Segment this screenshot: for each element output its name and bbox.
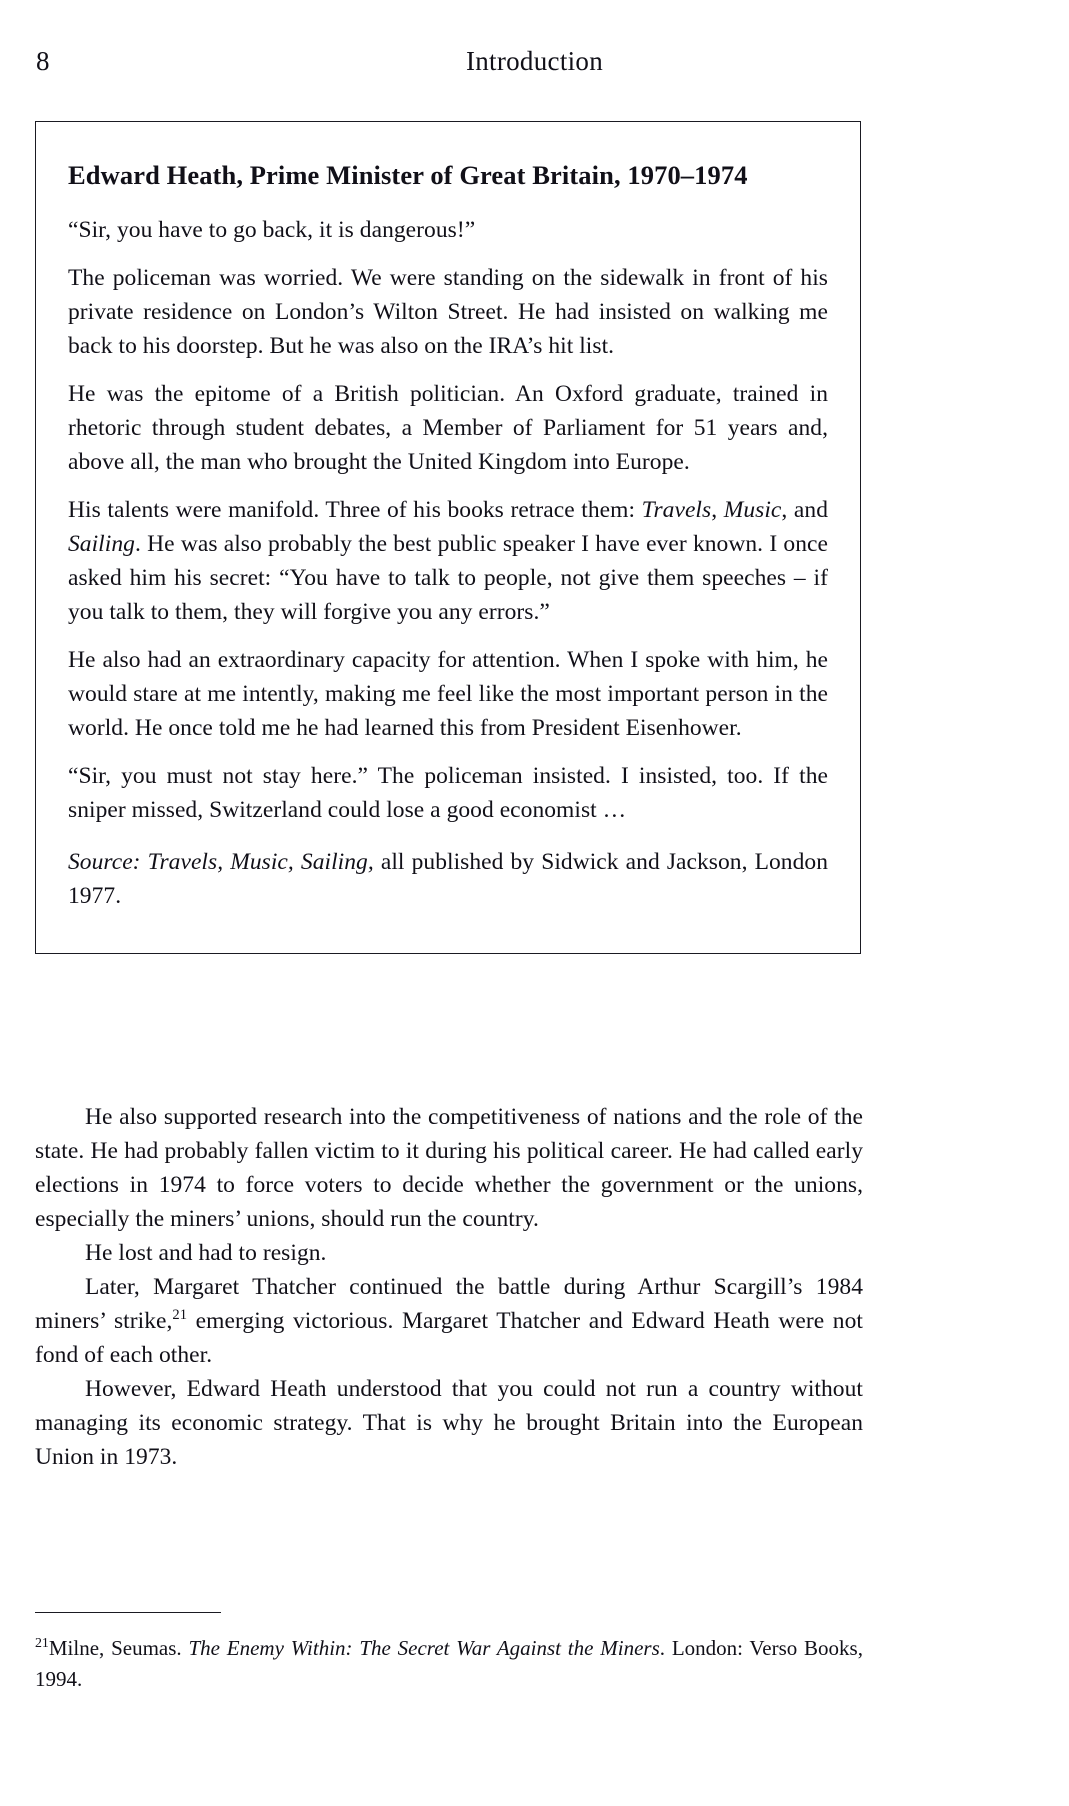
body-paragraph-3-tail: emerging victorious. Margaret Thatcher and Edward Heath were not fond of each other. xyxy=(35,1308,863,1368)
feature-box-paragraph-5: “Sir, you must not stay here.” The policeman insisted. I insisted, too. If the sniper missed, Switzerland could lose a good economist … xyxy=(68,763,828,823)
source-titles: Travels, Music, Sailing, xyxy=(147,849,374,875)
source-label: Source: xyxy=(68,849,148,875)
main-body-text xyxy=(35,1100,863,1474)
book-title-sailing: Sailing xyxy=(68,531,135,557)
footnote-author: Milne, Seumas. xyxy=(48,1636,189,1660)
books-sep-1: , xyxy=(711,497,724,523)
feature-box-paragraph-books xyxy=(68,493,828,629)
page-number: 8 xyxy=(36,46,50,76)
feature-box-paragraph-3: He was the epitome of a British politician. An Oxford graduate, trained in rhetoric through student debates, a Member of Parliament for 51 years and, above all, the man who brought the United Kingdom into Europe. xyxy=(68,381,828,475)
books-text-lead: His talents were manifold. Three of his books retrace them: xyxy=(68,497,642,523)
body-paragraph-3 xyxy=(35,1270,863,1372)
footnote-reference-21[interactable]: 21 xyxy=(172,1307,188,1324)
body-paragraph-1: He also supported research into the competitiveness of nations and the role of the state. He had probably fallen victim to it during his political career. He had called early elections in 1974 to force voters to decide whether the government or the unions, especially the miners’ unions, should run the country. xyxy=(35,1104,863,1232)
feature-box-paragraph-1: “Sir, you have to go back, it is dangerous!” xyxy=(68,217,476,243)
footnote-separator-rule xyxy=(35,1612,221,1613)
footnote-publisher: . London: Verso Books, 1994. xyxy=(35,1636,863,1691)
feature-box-title: Edward Heath, Prime Minister of Great Britain, 1970–1974 xyxy=(68,160,748,190)
feature-box-paragraph-4: He also had an extraordinary capacity for attention. When I spoke with him, he would stare at me intently, making me feel like the most important person in the world. He once told me he had learned this from President Eisenhower. xyxy=(68,647,828,741)
book-title-travels: Travels xyxy=(641,497,712,523)
running-head-title: Introduction xyxy=(465,46,604,76)
books-text-tail: . He was also probably the best public speaker I have ever known. I once asked him his secret: “You have to talk to people, not give them speeches – if you talk to them, they will forgive you any errors.” xyxy=(68,531,828,625)
book-title-music: Music xyxy=(723,497,782,523)
footnote-entry-21 xyxy=(35,1633,863,1695)
body-paragraph-4: However, Edward Heath understood that you could not run a country without managing its economic strategy. That is why he brought Britain into the European Union in 1973. xyxy=(35,1376,863,1470)
running-head xyxy=(36,44,1033,84)
body-paragraph-3-lead: Later, Margaret Thatcher continued the battle during Arthur Scargill’s 1984 miners’ strike, xyxy=(35,1274,863,1334)
footnote-area xyxy=(35,1612,863,1695)
footnote-marker: 21 xyxy=(35,1635,49,1650)
footnote-book-title: The Enemy Within: The Secret War Against the Miners xyxy=(188,1636,660,1660)
books-sep-2: , and xyxy=(781,497,828,523)
feature-box xyxy=(35,121,861,954)
feature-box-paragraph-2: The policeman was worried. We were standing on the sidewalk in front of his private residence on London’s Wilton Street. He had insisted on walking me back to his doorstep. But he was also on the IRA’s hit list. xyxy=(68,265,828,359)
source-rest: all published by Sidwick and Jackson, London 1977. xyxy=(68,849,828,909)
feature-box-source xyxy=(68,845,828,913)
body-paragraph-2: He lost and had to resign. xyxy=(85,1240,327,1266)
